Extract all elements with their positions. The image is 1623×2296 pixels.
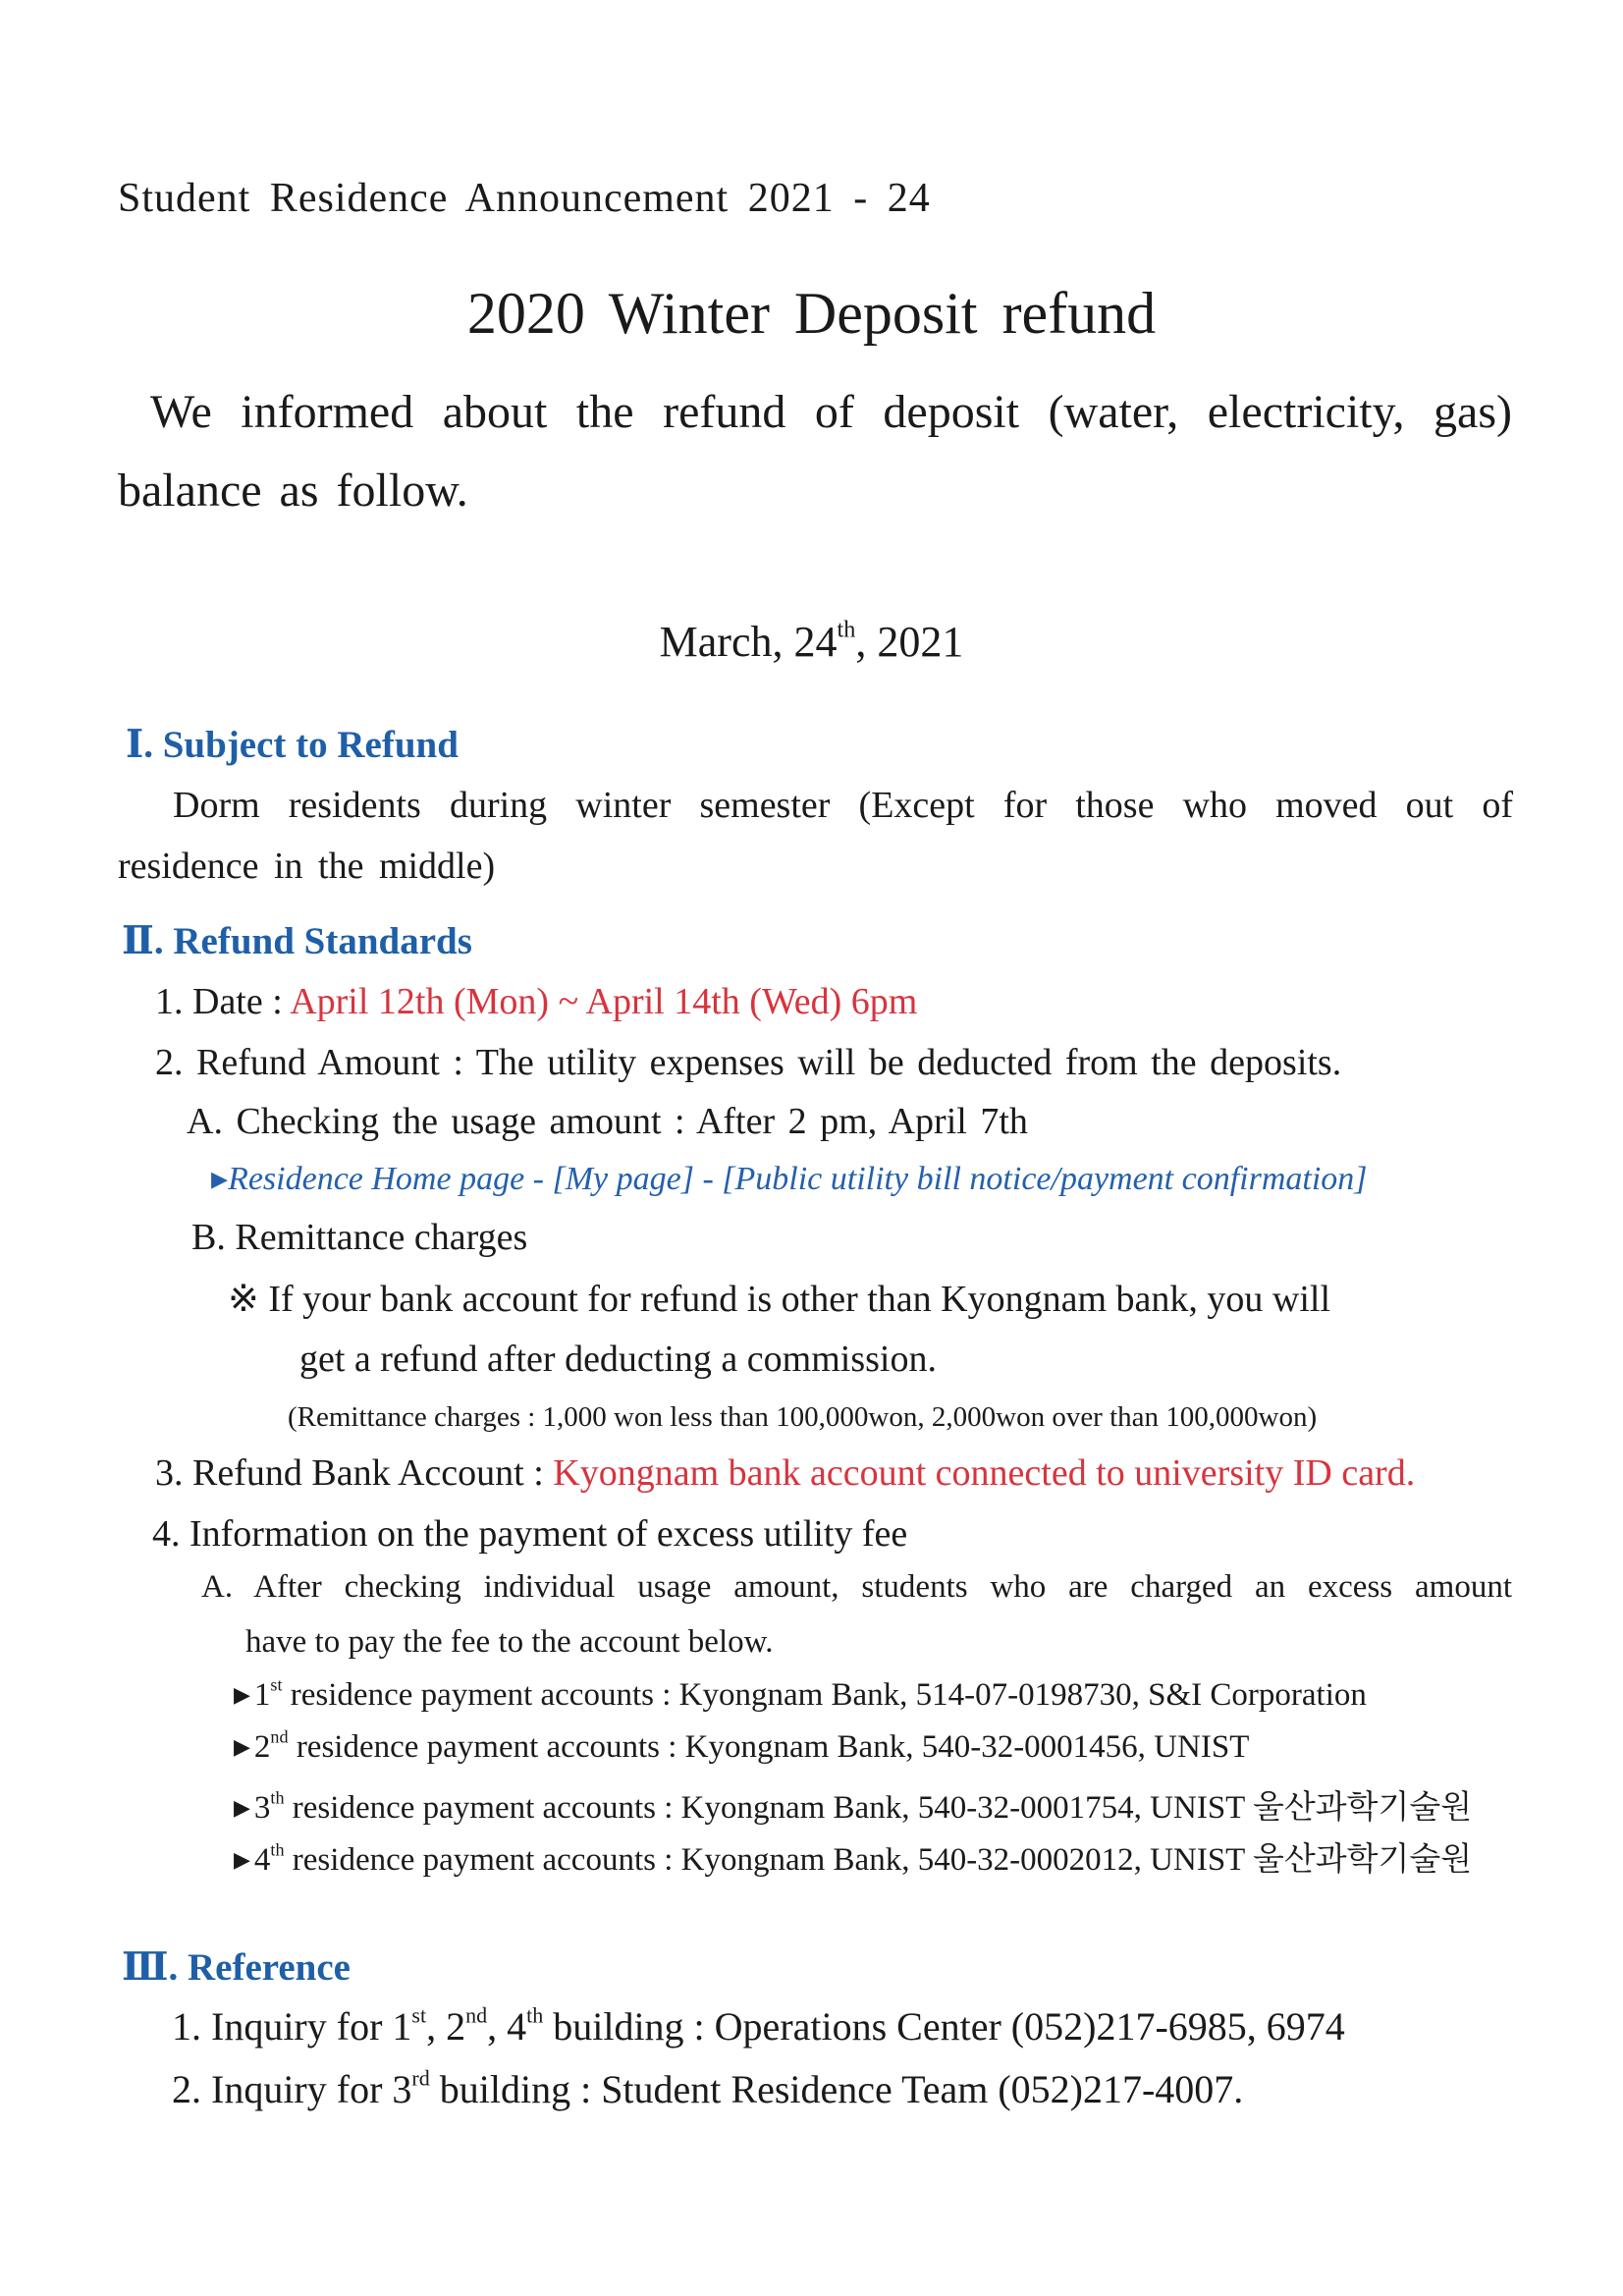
excess-fee-text-line1: A. After checking individual usage amount, students who are charged an excess amount [201,1569,1512,1605]
section1-text-line1: Dorm residents during winter semester (Except for those who moved out of [173,785,1513,826]
triangle-bullet-icon: ▶ [234,1734,250,1759]
section-heading-subject: Ⅰ. Subject to Refund [126,724,459,766]
note-line2: get a refund after deducting a commission. [299,1339,937,1380]
account-row: ▶ 1st residence payment accounts : Kyongnam Bank, 514-07-0198730, S&I Corporation [234,1674,1367,1713]
section-heading-standards: Ⅱ. Refund Standards [122,920,472,962]
section-heading-reference: Ⅲ. Reference [122,1946,351,1989]
remittance-detail: (Remittance charges : 1,000 won less than 100,000won, 2,000won over than 100,000won) [288,1401,1318,1433]
item-refund-amount: 2. Refund Amount : The utility expenses will be deducted from the deposits. [155,1042,1342,1083]
triangle-bullet-icon: ▶ [234,1682,250,1707]
note-line1: ※ If your bank account for refund is other than Kyongnam bank, you will [228,1279,1331,1320]
item-refund-bank-account: 3. Refund Bank Account : Kyongnam bank account connected to university ID card. [155,1452,1416,1494]
intro-paragraph: We informed about the refund of deposit (water, electricity, gas) balance as follow. [118,386,1512,517]
refund-date-value: April 12th (Mon) ~ April 14th (Wed) 6pm [290,981,918,1022]
item-checking-usage: A. Checking the usage amount : After 2 pm, April 7th [187,1101,1028,1142]
account-row: ▶ 4th residence payment accounts : Kyongnam Bank, 540-32-0002012, UNIST 울산과학기술원 [234,1839,1473,1878]
triangle-bullet-icon: ▶ [234,1795,250,1820]
section1-text-line2: residence in the middle) [118,846,496,887]
item-remittance-charges: B. Remittance charges [191,1217,528,1258]
account-row: ▶ 2nd residence payment accounts : Kyongnam Bank, 540-32-0001456, UNIST [234,1726,1250,1765]
reference-inquiry-1: 1. Inquiry for 1st, 2nd, 4th building : Operations Center (052)217-6985, 6974 [172,2002,1345,2049]
announcement-date: March, 24th, 2021 [659,616,964,666]
account-row: ▶ 3th residence payment accounts : Kyongnam Bank, 540-32-0001754, UNIST 울산과학기술원 [234,1787,1473,1826]
reference-inquiry-2: 2. Inquiry for 3rd building : Student Residence Team (052)217-4007. [172,2065,1244,2111]
item-date: 1. Date : April 12th (Mon) ~ April 14th (Wed) 6pm [155,981,918,1022]
item-excess-fee: 4. Information on the payment of excess utility fee [152,1513,908,1555]
residence-homepage-path: ▸Residence Home page - [My page] - [Public utility bill notice/payment confirmation] [211,1161,1368,1197]
excess-fee-text-line2: have to pay the fee to the account below. [245,1624,774,1660]
triangle-bullet-icon: ▶ [234,1847,250,1872]
bank-account-value: Kyongnam bank account connected to university ID card. [553,1452,1416,1494]
announcement-number: Student Residence Announcement 2021 - 24 [118,176,931,221]
page-title: 2020 Winter Deposit refund [466,281,1157,346]
